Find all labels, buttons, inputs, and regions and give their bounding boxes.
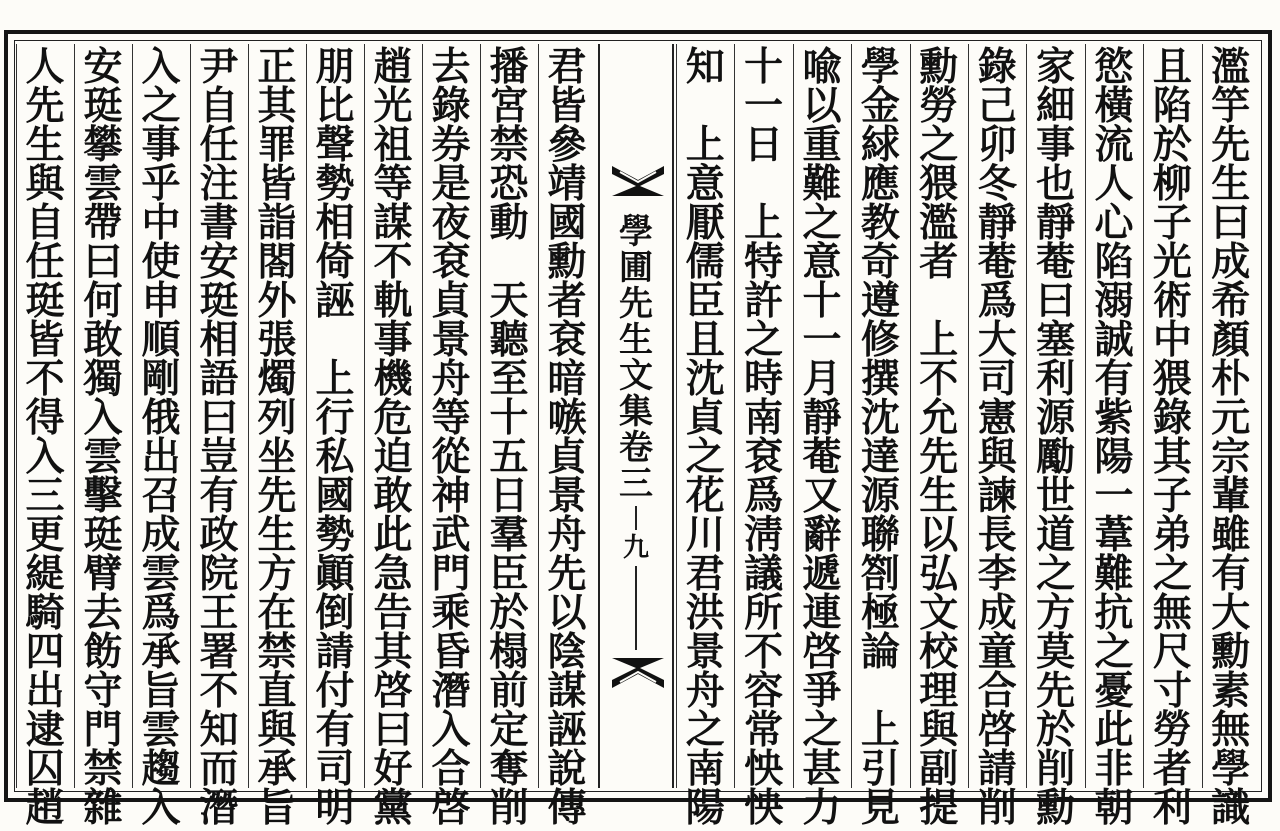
text-column: 喩 以 重 難 之 意 十 一 月 靜 菴 又 辭 遞 連 啓 爭 之 甚 力 — [802, 44, 842, 831]
column-rule — [190, 44, 191, 788]
column-rule — [1085, 44, 1086, 788]
page-number: 九 — [622, 533, 649, 563]
column-rule — [132, 44, 133, 788]
volume-title: 學 圃 先 生 文 集 卷 三 — [619, 212, 653, 504]
text-column: 安 珽 攀 雲 帶 曰 何 敢 獨 入 雲 擊 珽 臂 去 飭 守 門 禁 雜 — [83, 44, 123, 831]
text-column: 入 之 事 乎 中 使 申 順 剛 俄 出 召 成 雲 爲 承 旨 雲 趨 入 — [141, 44, 181, 831]
text-column: 知 上 意 厭 儒 臣 且 沈 貞 之 花 川 君 洪 景 舟 之 南 陽 — [685, 44, 725, 831]
column-rule — [910, 44, 911, 788]
column-rule — [306, 44, 307, 788]
column-rule — [1202, 44, 1203, 788]
text-column: 正 其 罪 皆 詣 閤 外 張 燭 列 坐 先 生 方 在 禁 直 與 承 旨 — [257, 44, 297, 831]
column-rule — [248, 44, 249, 788]
column-rule — [16, 44, 17, 788]
text-column: 慾 橫 流 人 心 陷 溺 誠 有 紫 陽 一 葦 難 抗 之 憂 此 非 朝 — [1094, 44, 1134, 831]
column-rule — [538, 44, 539, 788]
text-column: 人 先 生 與 自 任 珽 皆 不 得 入 三 更 緹 騎 四 出 逮 囚 趙 — [25, 44, 65, 831]
text-column: 朋 比 聲 勢 相 倚 誣 上 行 私 國 勢 顚 倒 請 付 有 司 明 — [315, 44, 355, 831]
text-column: 濫 竽 先 生 曰 成 希 顏 朴 元 宗 輩 雖 有 大 勳 素 無 學 識 — [1211, 44, 1251, 831]
text-column: 去 錄 券 是 夜 袞 貞 景 舟 等 從 神 武 門 乘 昏 潛 入 合 啓 — [431, 44, 471, 831]
text-column: 趙 光 祖 等 謀 不 軌 事 機 危 迫 敢 此 急 告 其 啓 曰 好 黨 — [373, 44, 413, 831]
fish-tail-mark-bottom — [610, 656, 666, 690]
column-rule — [793, 44, 794, 788]
center-rule-lower — [635, 566, 637, 650]
text-column: 君 皆 參 靖 國 勳 者 袞 暗 嗾 貞 景 舟 先 以 陰 謀 誣 說 傳 — [547, 44, 587, 831]
column-rule — [422, 44, 423, 788]
column-rule — [480, 44, 481, 788]
text-column: 且 陷 於 柳 子 光 術 中 猥 錄 其 子 弟 之 無 尺 寸 勞 者 利 — [1152, 44, 1192, 831]
column-rule — [968, 44, 969, 788]
text-column: 十 一 日 上 特 許 之 時 南 袞 爲 淸 議 所 不 容 常 怏 怏 — [744, 44, 784, 831]
column-rule — [74, 44, 75, 788]
column-rule — [676, 44, 677, 788]
column-rule — [364, 44, 365, 788]
text-column: 錄 己 卯 冬 靜 菴 爲 大 司 憲 與 諫 長 李 成 童 合 啓 請 削 — [977, 44, 1017, 831]
fish-tail-mark-top — [610, 164, 666, 198]
text-column: 勳 勞 之 猥 濫 者 上 不 允 先 生 以 弘 文 校 理 與 副 提 — [919, 44, 959, 831]
center-rule-upper — [635, 506, 637, 530]
text-column: 播 宮 禁 恐 動 天 聽 至 十 五 日 羣 臣 於 榻 前 定 奪 削 — [489, 44, 529, 831]
text-column: 尹 自 任 注 書 安 珽 相 語 曰 豈 有 政 院 王 署 不 知 而 潛 — [199, 44, 239, 831]
center-fold-column — [598, 44, 674, 788]
text-column: 學 金 絿 應 教 奇 遵 修 撰 沈 達 源 聯 劄 極 論 上 引 見 — [860, 44, 900, 831]
text-column: 家 細 事 也 靜 菴 曰 塞 利 源 勵 世 道 之 方 莫 先 於 削 勳 — [1036, 44, 1076, 831]
